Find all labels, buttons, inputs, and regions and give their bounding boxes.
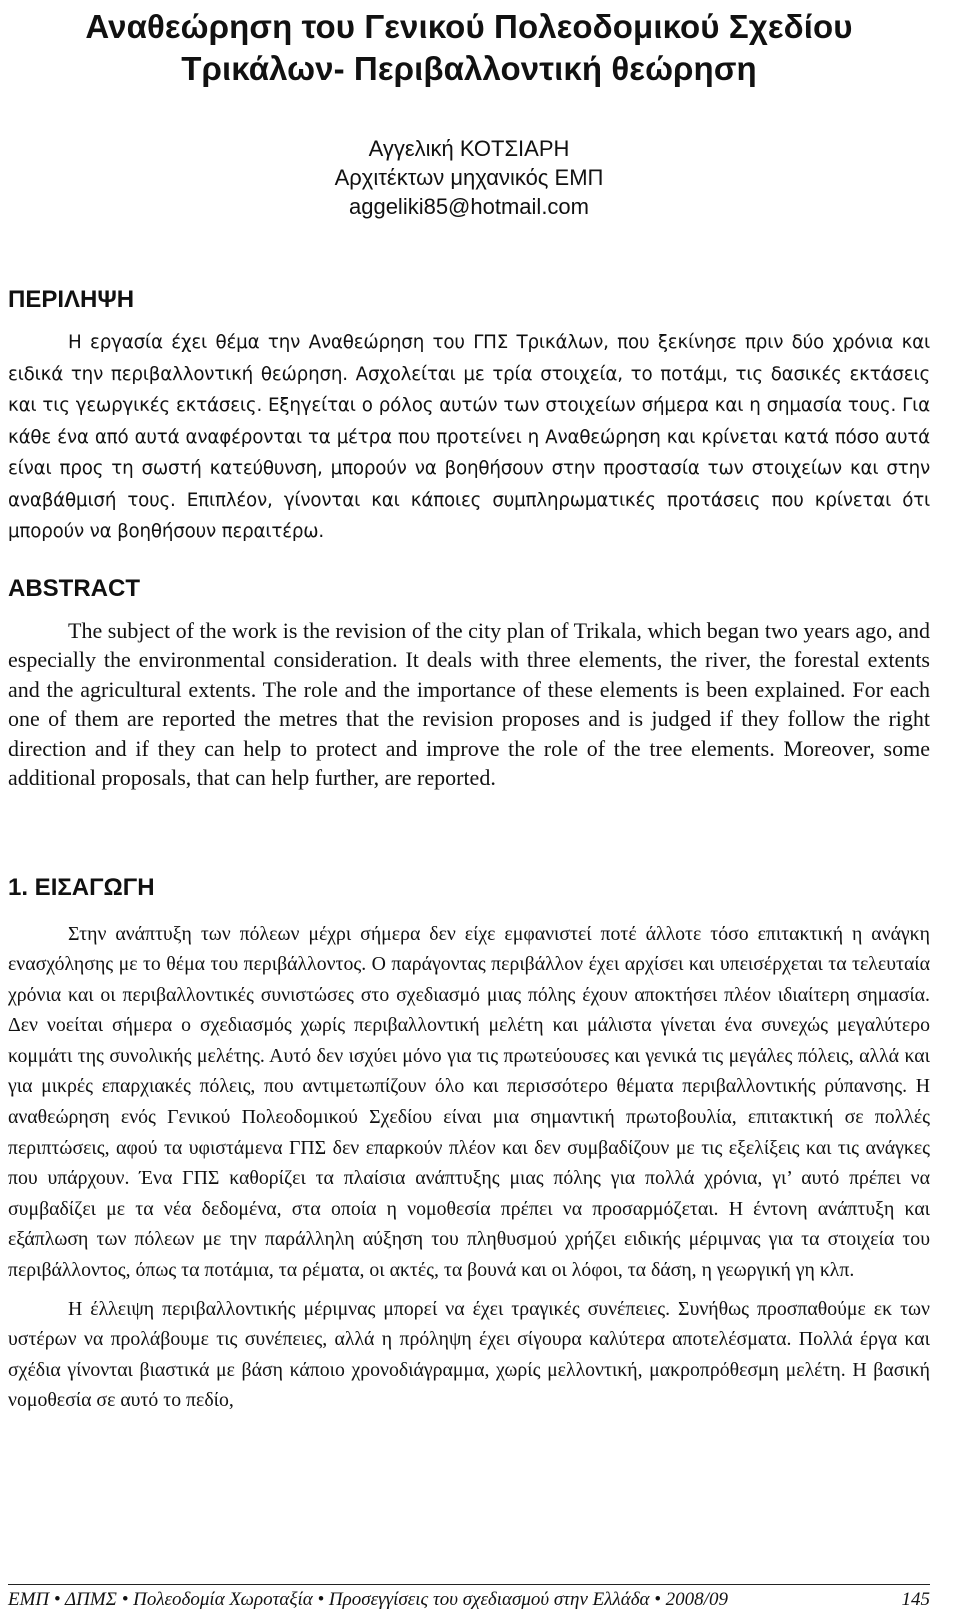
summary-text: Η εργασία έχει θέμα την Αναθεώρηση του ΓΠΣ Τρικάλων, που ξεκίνησε πριν δύο χρόνια και ειδικά την περιβαλλοντική θεώρηση. Ασχολείται με τρία στοιχεία, το ποτάμι, τις δασικές εκτάσεις και τις γεωργικές εκτάσεις. Εξηγείται ο ρόλος αυτών των στοιχείων σήμερα και η σημασία τους. Για κάθε ένα από αυτά αναφέρονται τα μέτρα που προτείνει η Αναθεώρηση και κρίνεται κατά πόσο αυτά είναι προς τη σωστή κατεύθυνση, μπορούν να βοηθήσουν στην προστασία των στοιχείων και στην αναβάθμισή τους. Επιπλέον, γίνονται και κάποιες συμπληρωματικές προτάσεις που κρίνεται ότι μπορούν να βοηθήσουν περαιτέρω. [8, 332, 930, 542]
author-name: Αγγελική ΚΟΤΣΙΑΡΗ [368, 136, 570, 161]
summary-heading: ΠΕΡΙΛΗΨΗ [8, 286, 135, 313]
abstract-heading: ABSTRACT [8, 574, 140, 602]
footer-page-number: 145 [901, 1589, 930, 1610]
author-affiliation: Αρχιτέκτων μηχανικός ΕΜΠ [334, 165, 604, 190]
paper-page [8, 0, 930, 1616]
footer-running-title: ΕΜΠ • ΔΠΜΣ • Πολεοδομία Χωροταξία • Προσεγγίσεις του σχεδιασμού στην Ελλάδα • 2008/09 [8, 1589, 728, 1610]
introduction-paragraph-1: Στην ανάπτυξη των πόλεων μέχρι σήμερα δεν είχε εμφανιστεί ποτέ άλλοτε τόσο επιτακτική η ανάγκη ενασχόλησης με το θέμα του περιβάλλοντος. Ο παράγοντας περιβάλλον έχει αρχίσει και υπεισέρχεται τα τελευταία χρόνια και οι περιβαλλοντικές συνιστώσες στο σχεδιασμό μιας πόλης έχουν αποκτήσει πλέον ιδιαίτερη σημασία. Δεν νοείται σήμερα ο σχεδιασμός χωρίς περιβαλλοντική μελέτη και μάλιστα γίνεται ένα συνεχώς μεγαλύτερο κομμάτι της συνολικής μελέτης. Αυτό δεν ισχύει μόνο για τις πρωτεύουσες και γενικά τις μεγάλες πόλεις, αλλά και για μικρές επαρχιακές πόλεις, που αντιμετωπίζουν όλο και περισσότερο θέματα περιβαλλοντικής ρύπανσης. Η αναθεώρηση ενός Γενικού Πολεοδομικού Σχεδίου είναι μια σημαντική πρωτοβουλία, επιτακτική σε πολλές περιπτώσεις, αφού τα υφιστάμενα ΓΠΣ δεν επαρκούν πλέον και δεν συμβαδίζουν με τις εξελίξεις και τις ανάγκες που υπάρχουν. Ένα ΓΠΣ καθορίζει τα πλαίσια ανάπτυξης μιας πόλης για πολλά χρόνια, γι’ αυτό πρέπει να συμβαδίζει με τα νέα δεδομένα, στα οποία η νομοθεσία πρέπει να προσαρμόζεται. Η έντονη ανάπτυξη και εξάπλωση των πόλεων με την παράλληλη αύξηση του πληθυσμού χρήζει ειδικής μέριμνας για τα στοιχεία του περιβάλλοντος, όπως τα ποτάμια, τα ρέματα, οι ακτές, τα βουνά και οι λόφοι, τα δάση, η γεωργική γη κλπ. [8, 922, 930, 1282]
introduction-paragraph-2: Η έλλειψη περιβαλλοντικής μέριμνας μπορεί να έχει τραγικές συνέπειες. Συνήθως προσπαθούμε εκ των υστέρων να προλάβουμε τις συνέπειες, αλλά η πρόληψη έχει σίγουρα καλύτερα αποτελέσματα. Πολλά έργα και σχέδια γίνονται βιαστικά με βάση κάποιο χρονοδιάγραμμα, χωρίς μελλοντική, μακροπρόθεσμη μελέτη. Η βασική νομοθεσία σε αυτό το πεδίο, [8, 1297, 930, 1412]
author-block [8, 134, 930, 221]
paper-title [8, 0, 930, 90]
page-footer [8, 1584, 930, 1613]
paper-title-line1: Αναθεώρηση του Γενικού Πολεοδομικού Σχεδίου [85, 8, 853, 45]
author-email[interactable]: aggeliki85@hotmail.com [348, 194, 589, 219]
introduction-heading: 1. ΕΙΣΑΓΩΓΗ [8, 873, 155, 901]
abstract-text: The subject of the work is the revision of the city plan of Trikala, which began two years ago, and especially the environmental consideration. It deals with three elements, the river, the forestal extents and the agricultural extents. The role and the importance of these elements is been explained. For each one of them are reported the metres that the revision proposes and is judged if they follow the right direction and if they can help to protect and improve the role of the tree elements. Moreover, some additional proposals, that can help further, are reported. [8, 617, 930, 790]
paper-title-line2: Τρικάλων- Περιβαλλοντική θεώρηση [181, 50, 757, 87]
